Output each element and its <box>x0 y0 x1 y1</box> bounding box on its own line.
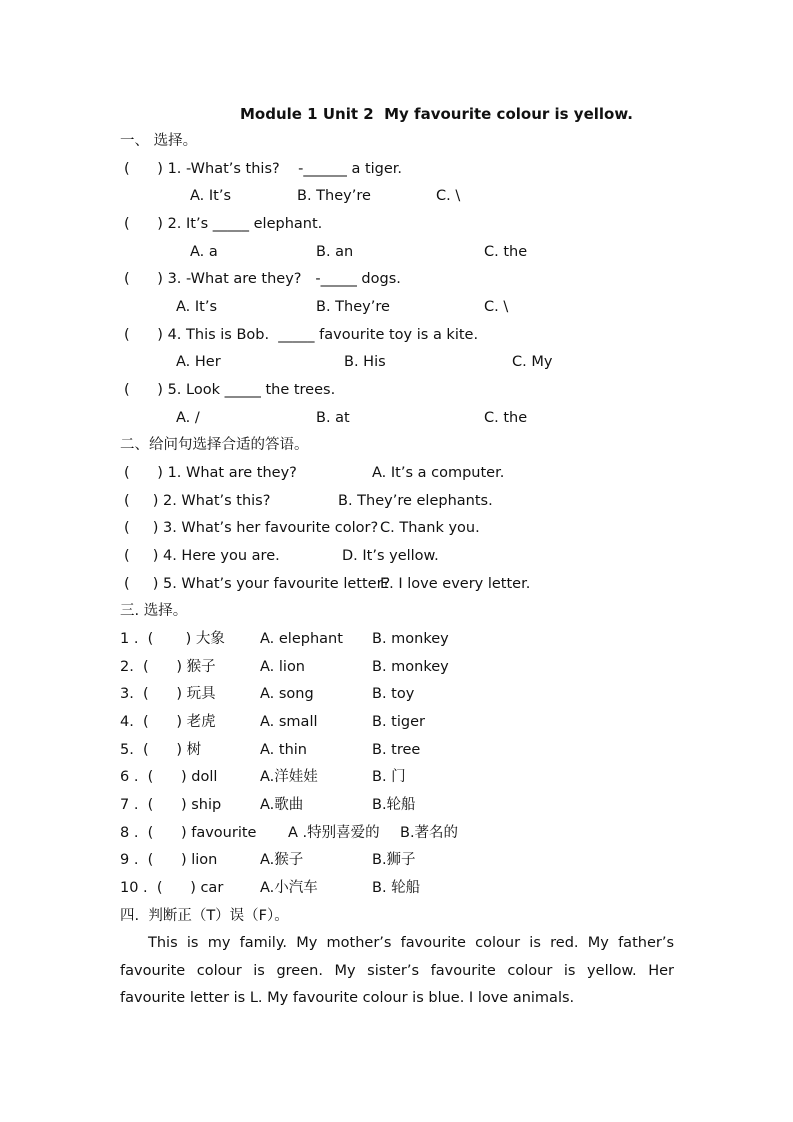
section1-heading: 一、 选择。 <box>120 133 198 149</box>
vocab-item-10-b: B. 轮船 <box>372 880 421 896</box>
section2-heading: 二、给问句选择合适的答语。 <box>120 437 309 453</box>
vocab-item-1-b: B. monkey <box>372 631 449 647</box>
question-2: ( ) 2. It’s _____ elephant. <box>124 216 323 232</box>
vocab-item-10: 10 . ( ) car <box>120 880 224 896</box>
match-question-5: ( ) 5. What’s your favourite letter? <box>124 576 391 592</box>
vocab-item-6: 6 . ( ) doll <box>120 769 218 785</box>
vocab-item-7-a: A.歌曲 <box>260 797 304 813</box>
option-4b: B. His <box>344 354 386 370</box>
option-5b: B. at <box>316 410 350 426</box>
match-answer-c: C. Thank you. <box>380 520 480 536</box>
question-5: ( ) 5. Look _____ the trees. <box>124 382 336 398</box>
question-4: ( ) 4. This is Bob. _____ favourite toy is a kite. <box>124 327 479 343</box>
vocab-item-1: 1 . ( ) 大象 <box>120 631 225 647</box>
vocab-item-2: 2. ( ) 猴子 <box>120 659 216 675</box>
vocab-item-2-a: A. lion <box>260 659 306 675</box>
option-5a: A. / <box>176 410 200 426</box>
vocab-item-6-a: A.洋娃娃 <box>260 769 318 785</box>
option-2a: A. a <box>190 244 218 260</box>
option-1a: A. It’s <box>190 188 232 204</box>
vocab-item-2-b: B. monkey <box>372 659 449 675</box>
match-answer-e: E. I love every letter. <box>380 576 531 592</box>
vocab-item-3-b: B. toy <box>372 686 415 702</box>
vocab-item-9-a: A.猴子 <box>260 852 304 868</box>
option-5c: C. the <box>484 410 528 426</box>
section4-heading: 四. 判断正（T）误（F）。 <box>120 908 289 924</box>
option-4a: A. Her <box>176 354 221 370</box>
page-title: Module 1 Unit 2 My favourite colour is yellow. <box>240 105 633 123</box>
vocab-item-9-b: B.狮子 <box>372 852 416 868</box>
vocab-item-4: 4. ( ) 老虎 <box>120 714 216 730</box>
vocab-item-3-a: A. song <box>260 686 314 702</box>
vocab-item-7: 7 . ( ) ship <box>120 797 222 813</box>
option-4c: C. My <box>512 354 553 370</box>
match-question-1: ( ) 1. What are they? <box>124 465 297 481</box>
reading-passage: This is my family. My mother’s favourite colour is red. My father’s favourite colour is green. My sister’s favourite colour is yellow. Her favourite letter is L. My favourite colour is blue. I love animals. <box>120 935 674 1007</box>
section3-heading: 三. 选择。 <box>120 603 188 619</box>
vocab-item-10-a: A.小汽车 <box>260 880 318 896</box>
vocab-item-1-a: A. elephant <box>260 631 343 647</box>
option-3b: B. They’re <box>316 299 390 315</box>
vocab-item-5: 5. ( ) 树 <box>120 742 202 758</box>
match-question-4: ( ) 4. Here you are. <box>124 548 280 564</box>
option-1c: C. \ <box>436 188 461 204</box>
vocab-item-4-b: B. tiger <box>372 714 425 730</box>
question-1: ( ) 1. -What’s this? -______ a tiger. <box>124 161 403 177</box>
vocab-item-8: 8 . ( ) favourite <box>120 825 257 841</box>
match-answer-d: D. It’s yellow. <box>342 548 439 564</box>
vocab-item-7-b: B.轮船 <box>372 797 416 813</box>
option-3a: A. It’s <box>176 299 218 315</box>
vocab-item-8-b: B.著名的 <box>400 825 459 841</box>
match-answer-a: A. It’s a computer. <box>372 465 505 481</box>
option-2b: B. an <box>316 244 354 260</box>
question-3: ( ) 3. -What are they? -_____ dogs. <box>124 271 401 287</box>
match-question-3: ( ) 3. What’s her favourite color? <box>124 520 379 536</box>
vocab-item-5-a: A. thin <box>260 742 307 758</box>
vocab-item-9: 9 . ( ) lion <box>120 852 218 868</box>
match-answer-b: B. They’re elephants. <box>338 493 493 509</box>
vocab-item-5-b: B. tree <box>372 742 421 758</box>
vocab-item-8-a: A .特别喜爱的 <box>288 825 380 841</box>
vocab-item-4-a: A. small <box>260 714 318 730</box>
option-2c: C. the <box>484 244 528 260</box>
vocab-item-6-b: B. 门 <box>372 769 406 785</box>
option-3c: C. \ <box>484 299 509 315</box>
vocab-item-3: 3. ( ) 玩具 <box>120 686 216 702</box>
match-question-2: ( ) 2. What’s this? <box>124 493 271 509</box>
option-1b: B. They’re <box>297 188 371 204</box>
